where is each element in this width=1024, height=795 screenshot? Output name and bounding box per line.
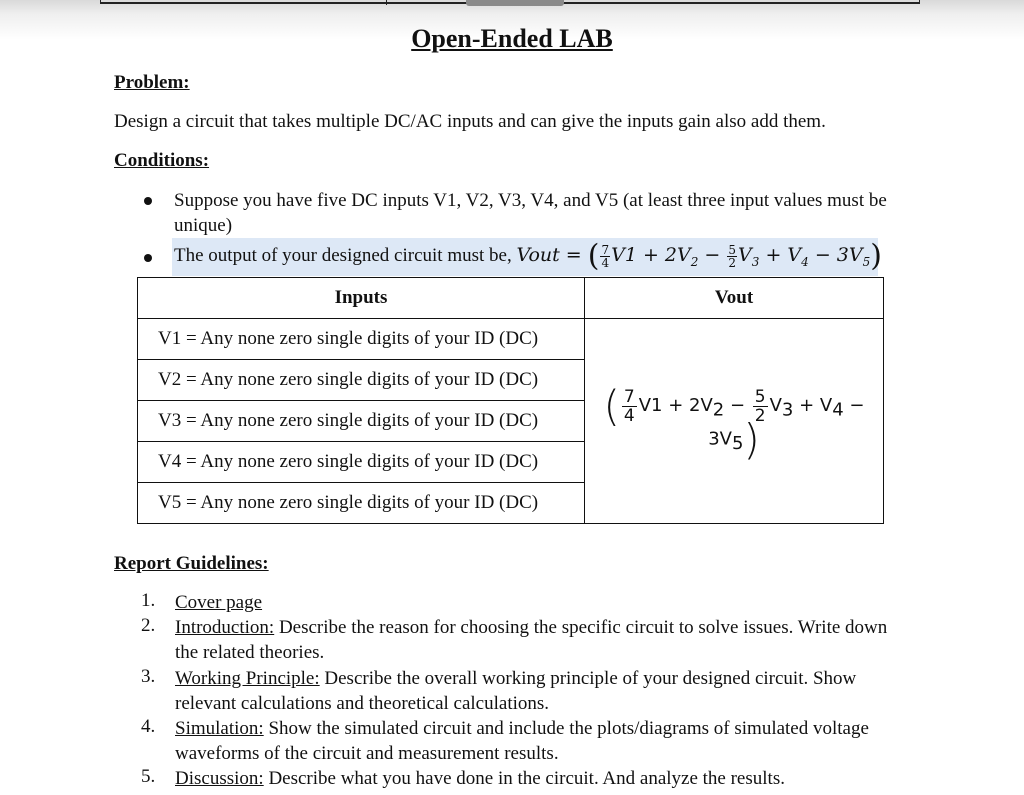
list-number: 3. [141,666,156,687]
report-guidelines-heading: Report Guidelines: [114,553,269,574]
list-item-introduction: Introduction: Describe the reason for choosing the specific circuit to solve issues. Write down the related theories. [175,617,888,663]
formula-term-1: V1 + 2V [611,244,691,266]
table-row-v3: V3 = Any none zero single digits of your ID (DC) [138,401,585,442]
scrollbar-thumb[interactable] [466,0,564,6]
condition-inputs-text: Suppose you have five DC inputs V1, V2, V3, V4, and V5 (at least three input values must be unique) [174,190,887,236]
formula-open-paren: ( [587,238,600,274]
table-row-v4: V4 = Any none zero single digits of your ID (DC) [138,442,585,483]
formula-prefix: The output of your designed circuit must be, [174,245,517,266]
condition-output-formula: The output of your designed circuit must be, Vout = ( $\frac{7}{4}$ $V1 + 2V_2$ − $\frac{5}{2}$ $V_3 + V_4 - 3V_5$) [174,238,882,274]
formula-close-paren: ) [870,238,882,274]
table-row-v5: V5 = Any none zero single digits of your ID (DC) [138,483,585,524]
previous-page-table-divider [386,0,387,5]
list-number: 5. [141,766,156,787]
vout-fraction-1: $\frac{7}{4}$ [623,386,635,426]
table-row-v2: V2 = Any none zero single digits of your ID (DC) [138,360,585,401]
formula-lhs: Vout [516,244,560,266]
list-item-cover-page: Cover page [175,592,263,613]
table-header-vout: Vout [585,278,884,319]
formula-fraction-1: $\frac{7}{4}$ [601,243,610,271]
table-header-inputs: Inputs [138,278,585,319]
table-row-v1: V1 = Any none zero single digits of your ID (DC) [138,319,585,360]
bullet-dot [144,254,152,262]
inputs-vout-table [137,277,884,524]
list-item-discussion: Discussion: Describe what you have done in the circuit. And analyze the results. [175,768,785,789]
formula-eq: = [559,244,588,266]
conditions-heading: Conditions: [114,150,210,171]
list-number: 1. [141,590,156,611]
formula-fraction-2: $\frac{5}{2}$ [728,243,737,271]
page-title: Open-Ended LAB [411,24,613,53]
list-item-simulation: Simulation: Show the simulated circuit and include the plots/diagrams of simulated voltage waveforms of the circuit and measurement results. [175,718,869,764]
problem-heading: Problem: [114,72,190,93]
list-item-working-principle: Working Principle: Describe the overall working principle of your designed circuit. Show relevant calculations and theoretical calculations. [175,668,857,714]
problem-text: Design a circuit that takes multiple DC/AC inputs and can give the inputs gain also add them. [114,111,826,132]
list-number: 4. [141,716,156,737]
vout-fraction-2: $\frac{5}{2}$ [754,386,766,426]
list-number: 2. [141,615,156,636]
table-vout-formula: ( $\frac{7}{4}$ $V1 + 2V_2$ − $\frac{5}{2}$ $V_3 + V_4 - 3V_5$) [585,319,884,524]
bullet-dot [144,197,152,205]
